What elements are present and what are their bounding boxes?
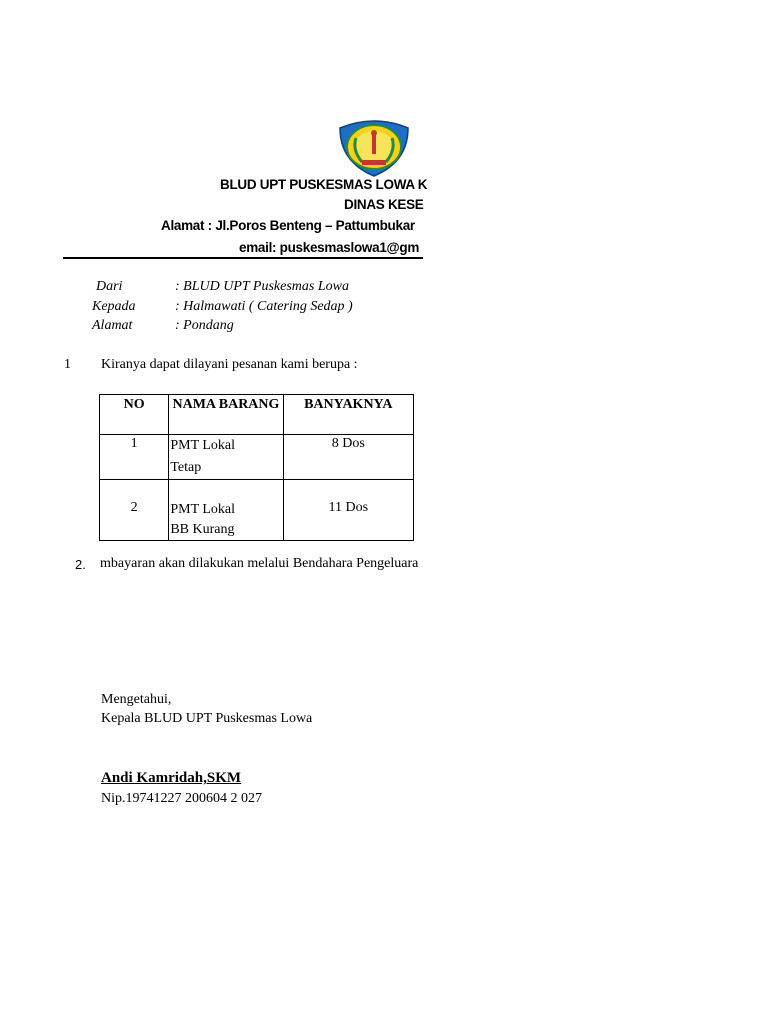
signature-nip: Nip.19741227 200604 2 027	[101, 791, 262, 806]
alamat-value: : Pondang	[175, 318, 234, 333]
table-row	[100, 480, 414, 541]
point-2-number: 2.	[75, 557, 86, 572]
header-divider	[63, 257, 423, 259]
point-1-number: 1	[64, 357, 71, 372]
letterhead-email: email: puskesmaslowa1@gm	[239, 240, 420, 255]
row-2-no: 2	[100, 480, 169, 541]
row-2-qty: 11 Dos	[283, 480, 413, 541]
kepada-value: : Halmawati ( Catering Sedap )	[175, 299, 353, 314]
order-table	[99, 394, 414, 541]
row-1-qty: 8 Dos	[283, 435, 413, 480]
dari-value: : BLUD UPT Puskesmas Lowa	[175, 279, 349, 294]
letterhead-line-2: DINAS KESE	[344, 197, 424, 212]
header-no: NO	[100, 395, 169, 435]
table-row	[100, 435, 414, 480]
row-2-name-line-1: PMT Lokal	[170, 502, 236, 517]
header-nama-barang: NAMA BARANG	[169, 395, 283, 435]
signature-position: Kepala BLUD UPT Puskesmas Lowa	[101, 711, 313, 726]
kepada-label: Kepada	[92, 299, 136, 314]
row-2-name	[169, 480, 283, 541]
puskesmas-emblem-icon	[334, 118, 414, 183]
alamat-label: Alamat	[92, 318, 133, 333]
row-1-no: 1	[100, 435, 169, 480]
row-1-name	[169, 435, 283, 480]
letterhead-line-1: BLUD UPT PUSKESMAS LOWA K	[220, 177, 428, 192]
header-banyaknya: BANYAKNYA	[283, 395, 413, 435]
row-1-name-line-2: Tetap	[170, 460, 202, 475]
signature-acknowledge: Mengetahui,	[101, 692, 172, 707]
signature-name: Andi Kamridah,SKM	[101, 770, 242, 786]
row-2-name-line-2: BB Kurang	[170, 522, 235, 537]
row-1-name-line-1: PMT Lokal	[170, 438, 236, 453]
letterhead-address: Alamat : Jl.Poros Benteng – Pattumbukar	[161, 218, 415, 233]
dari-label: Dari	[96, 279, 123, 294]
point-1-text: Kiranya dapat dilayani pesanan kami berupa :	[101, 357, 358, 372]
point-2-text: mbayaran akan dilakukan melalui Bendahara Pengeluara	[100, 556, 419, 571]
table-header-row	[100, 395, 414, 435]
